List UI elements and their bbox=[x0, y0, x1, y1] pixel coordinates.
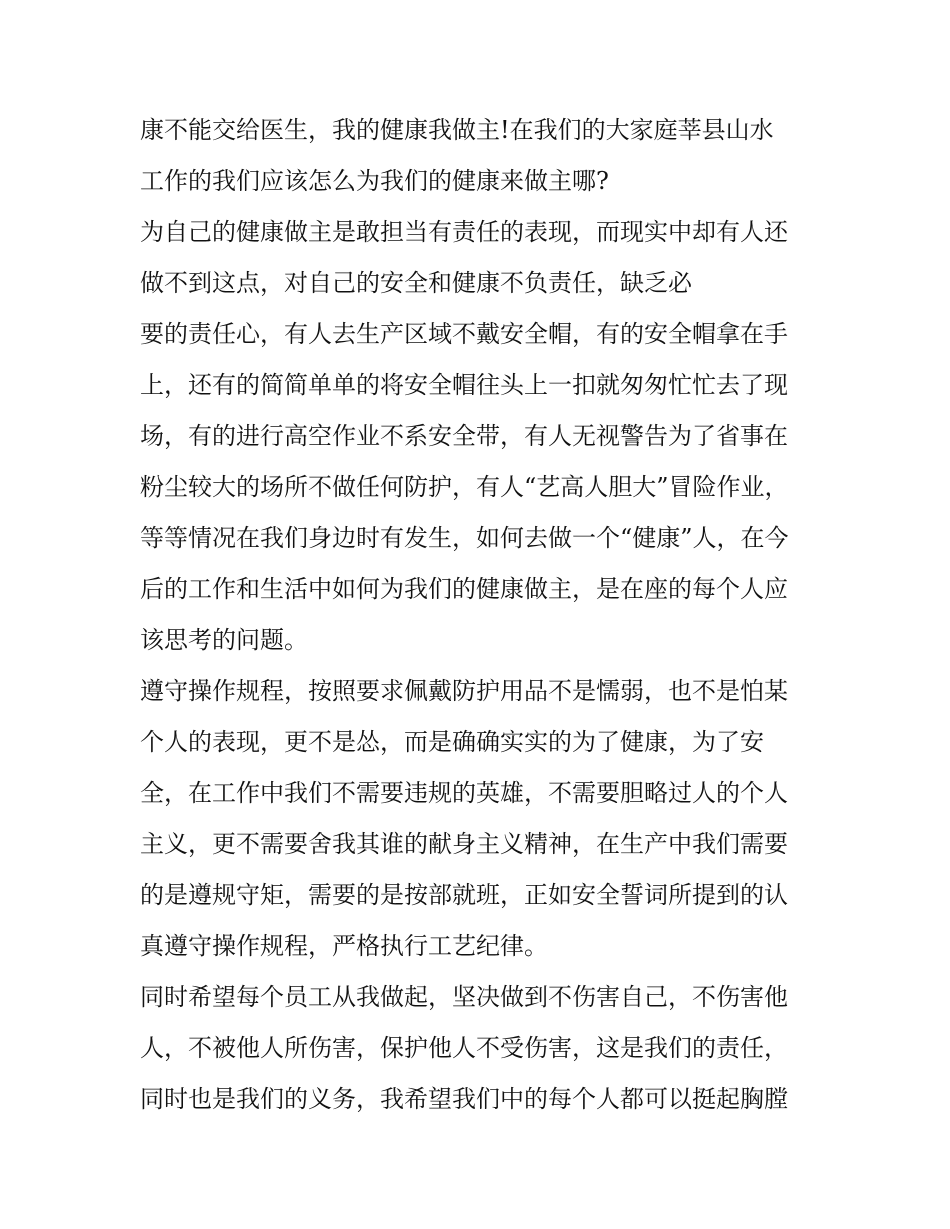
text-line: 真遵守操作规程，严格执行工艺纪律。 bbox=[140, 932, 548, 960]
document-body bbox=[140, 105, 820, 1125]
text-line: 等等情况在我们身边时有发生，如何去做一个“健康”人，在今 bbox=[140, 524, 789, 552]
text-line: 同时希望每个员工从我做起，坚决做到不伤害自己，不伤害他 bbox=[140, 983, 788, 1011]
text-line: 主义，更不需要舍我其谁的献身主义精神，在生产中我们需要 bbox=[140, 830, 788, 858]
text-line: 遵守操作规程，按照要求佩戴防护用品不是懦弱，也不是怕某 bbox=[140, 677, 788, 705]
text-line: 做不到这点，对自己的安全和健康不负责任，缺乏必 bbox=[140, 269, 692, 297]
text-line: 该思考的问题。 bbox=[140, 626, 308, 654]
text-line: 的是遵规守矩，需要的是按部就班，正如安全誓词所提到的认 bbox=[140, 881, 788, 909]
text-line: 后的工作和生活中如何为我们的健康做主，是在座的每个人应 bbox=[140, 575, 788, 603]
text-line: 粉尘较大的场所不做任何防护，有人“艺高人胆大”冒险作业， bbox=[140, 473, 789, 501]
text-line: 上，还有的简简单单的将安全帽往头上一扣就匆匆忙忙去了现 bbox=[140, 371, 788, 399]
text-line: 要的责任心，有人去生产区域不戴安全帽，有的安全帽拿在手 bbox=[140, 320, 788, 348]
text-line: 场，有的进行高空作业不系安全带，有人无视警告为了省事在 bbox=[140, 422, 788, 450]
text-line: 为自己的健康做主是敢担当有责任的表现，而现实中却有人还 bbox=[140, 218, 788, 246]
text-line: 康不能交给医生，我的健康我做主!在我们的大家庭莘县山水 bbox=[140, 116, 774, 144]
text-line: 同时也是我们的义务，我希望我们中的每个人都可以挺起胸膛 bbox=[140, 1085, 788, 1113]
text-line: 工作的我们应该怎么为我们的健康来做主哪? bbox=[140, 167, 609, 195]
text-line: 个人的表现，更不是怂，而是确确实实的为了健康，为了安 bbox=[140, 728, 764, 756]
text-line: 人，不被他人所伤害，保护他人不受伤害，这是我们的责任， bbox=[140, 1034, 788, 1062]
text-line: 全，在工作中我们不需要违规的英雄，不需要胆略过人的个人 bbox=[140, 779, 788, 807]
